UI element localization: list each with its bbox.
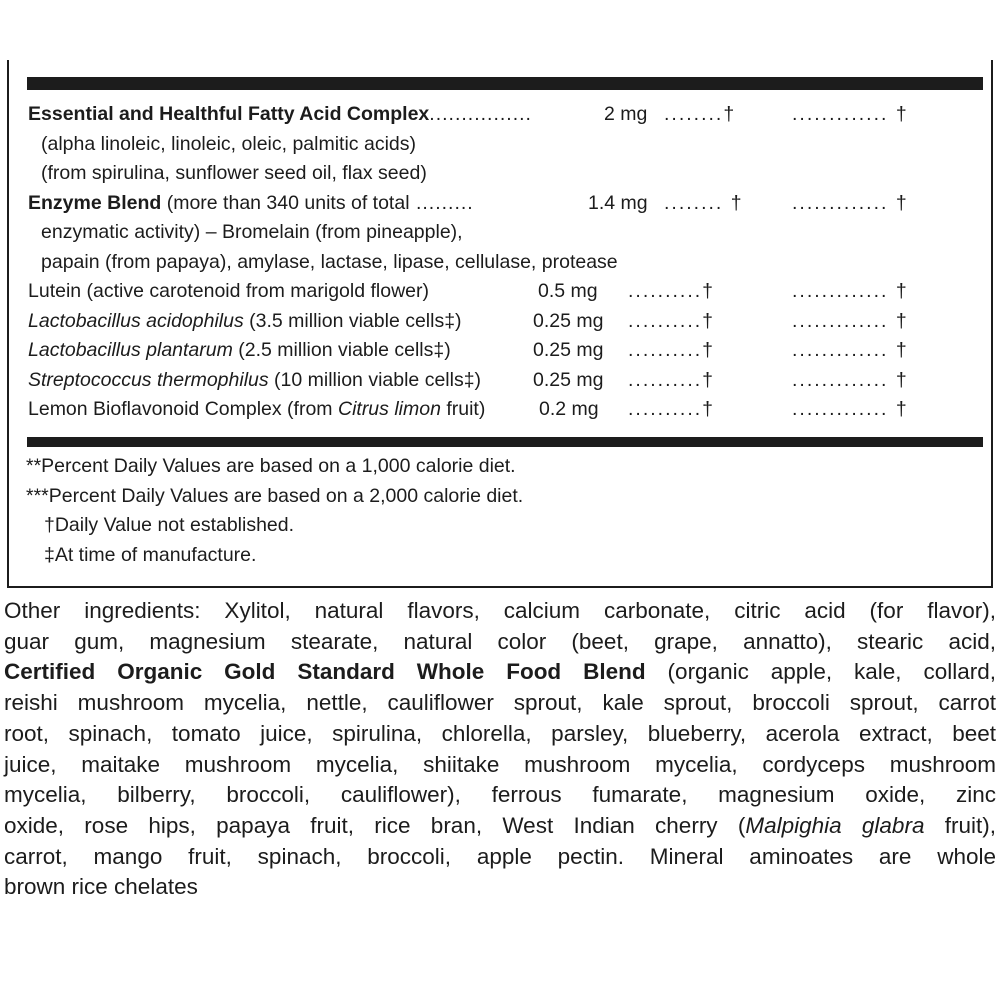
footnote: ‡At time of manufacture. [44, 543, 257, 566]
other-ingredients-line: juice, maitake mushroom mycelia, shiitake mushroom mycelia, cordyceps mushroom [4, 751, 996, 777]
other-ingredients-line: Other ingredients: Xylitol, natural flavors, calcium carbonate, citric acid (for flavor), [4, 598, 996, 623]
ingredient-name: Lactobacillus acidophilus [28, 309, 244, 332]
thick-divider-bottom [27, 437, 983, 447]
ingredient-detail: (alpha linoleic, linoleic, oleic, palmitic acids) [41, 132, 416, 155]
table-row [28, 130, 988, 160]
amount: 0.25 mg [533, 309, 604, 332]
amount: 0.25 mg [533, 339, 604, 361]
table-row [28, 100, 988, 130]
ingredient-name: Lemon Bioflavonoid Complex (from [28, 398, 338, 420]
ingredient-name: Streptococcus thermophilus [28, 368, 269, 391]
ingredient-name: Lutein (active carotenoid from marigold flower) [28, 280, 430, 302]
thick-divider-top [27, 77, 983, 90]
daily-value-1: ..........† [628, 398, 716, 420]
ingredient-detail: (2.5 million viable cells‡) [232, 339, 451, 361]
daily-value-2: ............. † [792, 398, 909, 420]
daily-value-1: ..........† [628, 368, 716, 391]
table-row [28, 395, 988, 425]
other-ingredients-line: guar gum, magnesium stearate, natural color (beet, grape, annatto), stearic acid, [4, 628, 996, 654]
amount: 0.2 mg [539, 398, 599, 420]
other-ingredients-text: (organic apple, kale, collard, [645, 659, 997, 685]
footnote: **Percent Daily Values are based on a 1,000 calorie diet. [26, 455, 516, 477]
ingredient-table [28, 100, 988, 425]
table-row [28, 218, 988, 248]
ingredient-detail: (more than 340 units of total [161, 191, 410, 214]
daily-value-2: ............. † [792, 103, 909, 125]
table-row [28, 366, 988, 396]
footnotes [26, 452, 523, 570]
table-row [28, 189, 988, 219]
ingredient-name: Enzyme Blend [28, 191, 162, 214]
other-ingredients-line: root, spinach, tomato juice, spirulina, chlorella, parsley, blueberry, acerola extract, beet [4, 720, 996, 746]
table-row [28, 307, 988, 337]
other-ingredients-text: oxide, rose hips, papaya fruit, rice bran, West Indian cherry ( [4, 812, 746, 838]
dot-leader: ................ [429, 103, 532, 125]
daily-value-2: ............. † [792, 368, 909, 391]
other-ingredients-line: mycelia, bilberry, broccoli, cauliflower), ferrous fumarate, magnesium oxide, zinc [4, 782, 996, 808]
ingredient-detail: enzymatic activity) – Bromelain (from pineapple), [41, 221, 463, 243]
table-row [28, 277, 988, 307]
ingredient-name-italic: Citrus limon [337, 398, 441, 420]
daily-value-1: ........ † [664, 191, 744, 214]
ingredient-detail: papain (from papaya), amylase, lactase, lipase, cellulase, protease [41, 250, 618, 273]
amount: 0.5 mg [538, 280, 598, 302]
daily-value-2: ............. † [792, 280, 909, 302]
daily-value-1: ..........† [628, 280, 716, 302]
amount: 1.4 mg [588, 191, 648, 214]
other-ingredients [4, 596, 996, 903]
ingredient-detail: (3.5 million viable cells‡) [243, 309, 462, 332]
amount: 0.25 mg [533, 368, 604, 391]
daily-value-1: ..........† [628, 309, 716, 332]
table-row [28, 336, 988, 366]
footnote: ***Percent Daily Values are based on a 2,000 calorie diet. [26, 484, 524, 507]
ingredient-detail: fruit) [440, 398, 486, 420]
other-ingredients-line: reishi mushroom mycelia, nettle, cauliflower sprout, kale sprout, broccoli sprout, carrot [4, 690, 996, 716]
footnote: †Daily Value not established. [44, 514, 295, 536]
ingredient-name: Lactobacillus plantarum [28, 339, 233, 361]
other-ingredients-line [4, 657, 996, 688]
amount: 2 mg [604, 103, 648, 125]
table-row [28, 248, 988, 278]
ingredient-detail: (from spirulina, sunflower seed oil, flax seed) [41, 162, 427, 184]
other-ingredients-text: fruit), [924, 812, 996, 838]
ingredient-name: Essential and Healthful Fatty Acid Complex [28, 103, 430, 125]
botanical-name: Malpighia glabra [745, 812, 925, 838]
organic-blend-title: Certified Organic Gold Standard Whole Food Blend [4, 659, 646, 685]
other-ingredients-line [4, 811, 996, 842]
daily-value-1: ........† [664, 103, 737, 125]
dot-leader: ......... [409, 191, 474, 214]
daily-value-2: ............. † [792, 191, 909, 214]
daily-value-1: ..........† [628, 339, 716, 361]
ingredient-detail: (10 million viable cells‡) [268, 368, 482, 391]
daily-value-2: ............. † [792, 339, 909, 361]
daily-value-2: ............. † [792, 309, 909, 332]
table-row [28, 159, 988, 189]
supplement-facts-panel [7, 60, 993, 588]
other-ingredients-line: brown rice chelates [4, 874, 198, 900]
other-ingredients-line: carrot, mango fruit, spinach, broccoli, apple pectin. Mineral aminoates are whole [4, 843, 996, 869]
